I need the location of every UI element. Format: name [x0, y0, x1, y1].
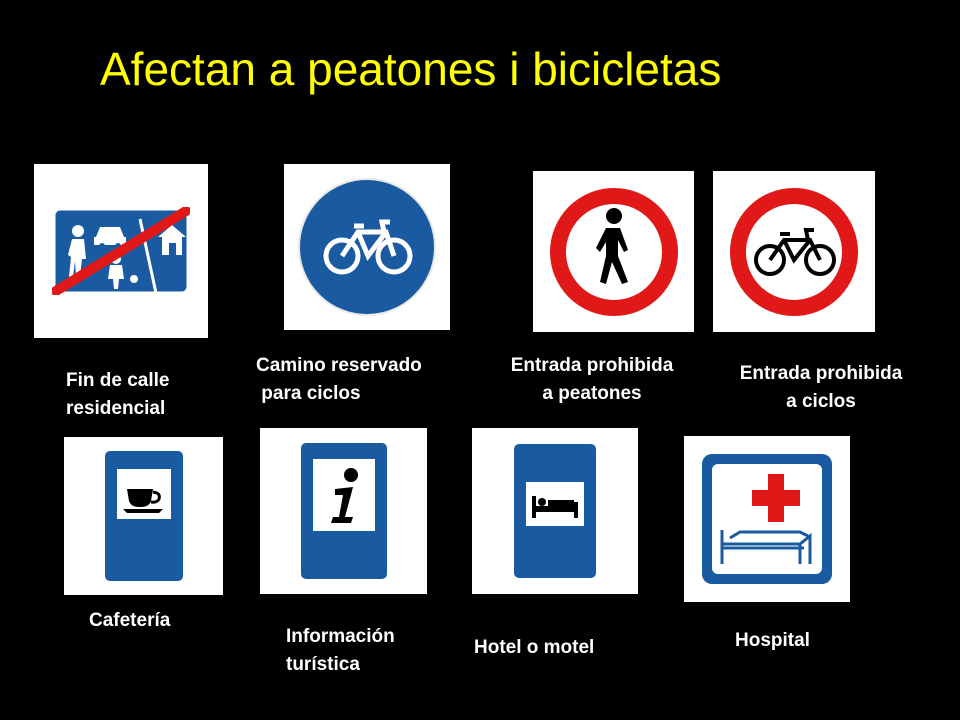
no-pedestrians-icon [548, 186, 680, 318]
no-bicycles-icon [728, 186, 860, 318]
tourist-information-icon [299, 441, 389, 581]
end-residential-street-icon [52, 207, 190, 295]
slide-title: Afectan a peatones i bicicletas [100, 43, 722, 95]
caption-end-residential-street: Fin de calle residencial [66, 370, 170, 419]
sign-no-pedestrians [533, 171, 694, 332]
sign-end-residential-street [34, 164, 208, 338]
caption-hospital: Hospital [735, 630, 810, 651]
caption-hotel: Hotel o motel [474, 637, 595, 658]
caption-tourist-information: Información turística [286, 626, 395, 675]
sign-cafeteria [64, 437, 223, 595]
caption-no-pedestrians: Entrada prohibida a peatones [510, 355, 674, 404]
sign-tourist-information [260, 428, 427, 594]
sign-hotel [472, 428, 638, 594]
caption-no-bicycles: Entrada prohibida a ciclos [739, 363, 903, 412]
bicycle-path-icon [296, 176, 438, 318]
caption-bicycle-path: Camino reservado para ciclos [256, 355, 422, 404]
sign-hospital [684, 436, 850, 602]
hospital-icon [700, 452, 834, 586]
sign-no-bicycles [713, 171, 875, 332]
cafeteria-icon [103, 449, 185, 583]
hotel-icon [512, 442, 598, 580]
caption-cafeteria: Cafetería [89, 610, 171, 631]
sign-bicycle-path [284, 164, 450, 330]
